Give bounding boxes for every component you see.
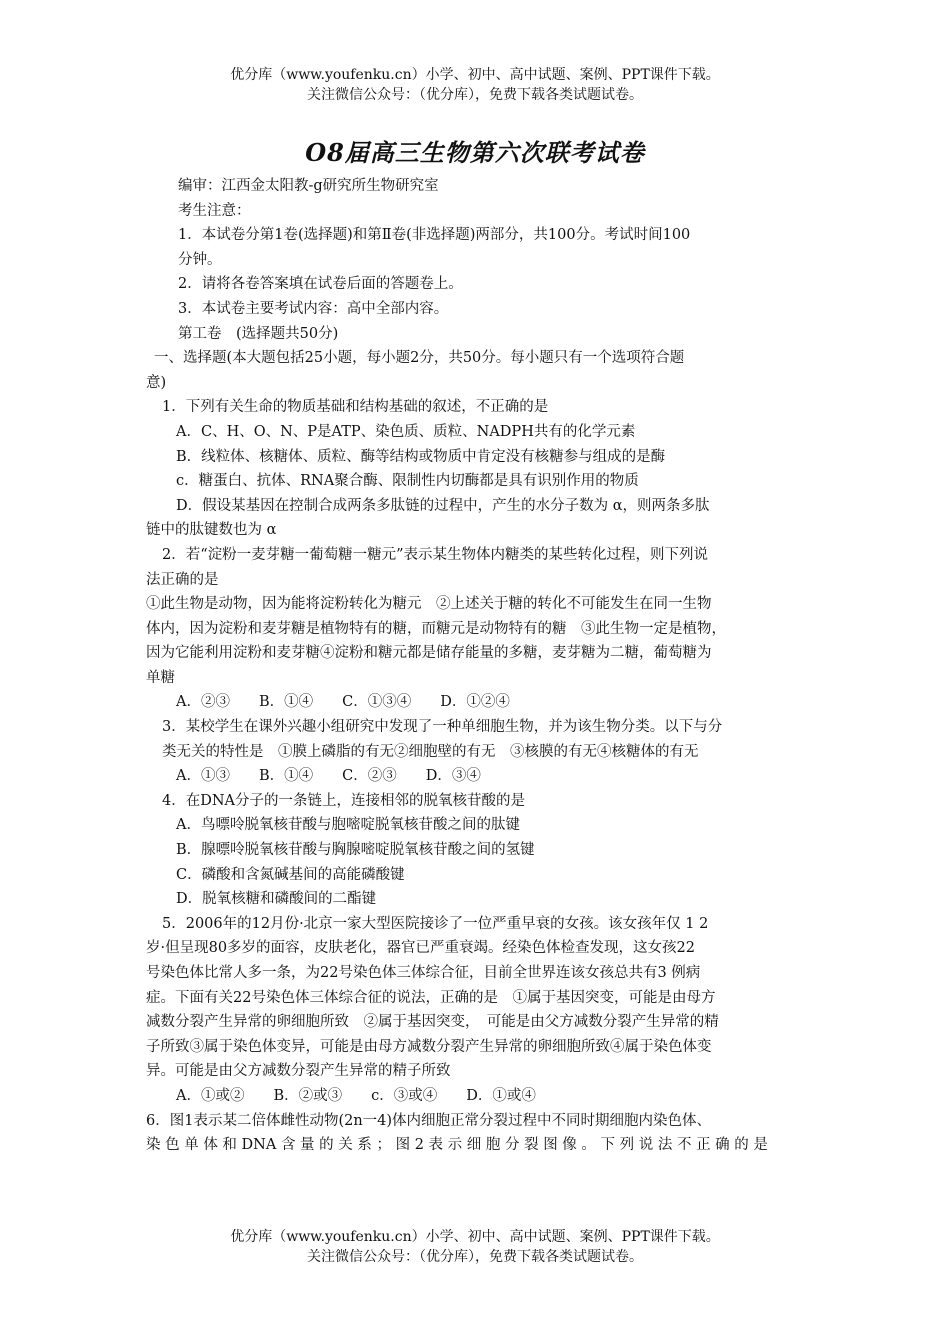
notice-heading: 考生注意： xyxy=(178,202,251,219)
q4-option-d: D．脱氧核糖和磷酸间的二酯键 xyxy=(176,891,377,908)
header-line-2: 关注微信公众号：（优分库），免费下载各类试题试卷。 xyxy=(307,87,643,103)
exam-body xyxy=(146,174,816,1158)
note-1: 1．本试卷分第1卷(选择题)和第Ⅱ卷(非选择题)两部分，共100分。考试时间100 xyxy=(178,227,691,244)
q4-option-b: B．腺嘌呤脱氧核苷酸与胸腺嘧啶脱氧核苷酸之间的氢键 xyxy=(176,842,535,859)
q2-statements-2: 体内，因为淀粉和麦芽糖是植物特有的糖，而糖元是动物特有的糖 ③此生物一定是植物， xyxy=(146,620,726,637)
q2-statements-4: 单糖 xyxy=(146,669,175,686)
q5-text-4: 症。下面有关22号染色体三体综合征的说法，正确的是 ①属于基因突变，可能是由母方 xyxy=(146,989,716,1006)
q2-stem-cont: 法正确的是 xyxy=(146,571,219,588)
q5-text-2: 岁·但呈现80多岁的面容，皮肤老化，器官已严重衰竭。经染色体检查发现，这女孩22 xyxy=(146,940,696,957)
q5-text-1: 5．2006年的12月份·北京一家大型医院接诊了一位严重早衰的女孩。该女孩年仅 1 2 xyxy=(162,915,709,932)
q1-option-d-cont: 链中的肽键数也为 α xyxy=(146,522,277,539)
exam-title: O8届高三生物第六次联考试卷 xyxy=(305,138,645,167)
q1-option-c: c．糖蛋白、抗体、RNA聚合酶、限制性内切酶都是具有识别作用的物质 xyxy=(176,473,639,490)
part-1-heading: 第工卷 (选择题共50分) xyxy=(178,325,339,342)
section-heading: 一、选择题(本大题包括25小题，每小题2分，共50分。每小题只有一个选项符合题 xyxy=(154,350,685,367)
note-3: 3．本试卷主要考试内容：高中全部内容。 xyxy=(178,300,449,317)
section-heading-cont: 意) xyxy=(146,374,167,391)
q3-stem: 3．某校学生在课外兴趣小组研究中发现了一种单细胞生物，并为该生物分类。以下与分 xyxy=(162,719,723,736)
q1-stem: 1．下列有关生命的物质基础和结构基础的叙述，不正确的是 xyxy=(162,399,549,416)
note-2: 2．请将各卷答案填在试卷后面的答题卷上。 xyxy=(178,276,463,293)
note-1-cont: 分钟。 xyxy=(178,251,222,268)
q1-option-b: B．线粒体、核糖体、质粒、酶等结构或物质中肯定没有核糖参与组成的是酶 xyxy=(176,448,666,465)
q3-options: A．①③ B．①④ C．②③ D．③④ xyxy=(176,768,481,785)
q3-stem-cont: 类无关的特性是 ①膜上磷脂的有无②细胞壁的有无 ③核膜的有无④核糖体的有无 xyxy=(162,743,699,760)
q5-text-3: 号染色体比常人多一条，为22号染色体三体综合征，目前全世界连该女孩总共有3 例病 xyxy=(146,965,701,981)
q1-option-d: D．假设某基因在控制合成两条多肽链的过程中，产生的水分子数为 α，则两条多肽 xyxy=(176,497,710,514)
footer-line-1: 优分库（www.youfenku.cn）小学、初中、高中试题、案例、PPT课件下载。 xyxy=(230,1229,720,1245)
q5-text-6: 子所致③属于染色体变异，可能是由母方减数分裂产生异常的卵细胞所致④属于染色体变 xyxy=(146,1038,712,1055)
q1-option-a: A．C、H、O、N、P是ATP、染色质、质粒、NADPH共有的化学元素 xyxy=(176,423,636,440)
q4-stem: 4．在DNA分子的一条链上，连接相邻的脱氧核苷酸的是 xyxy=(162,792,526,809)
q2-options: A．②③ B．①④ C．①③④ D．①②④ xyxy=(176,694,510,711)
q2-statements-1: ①此生物是动物，因为能将淀粉转化为糖元 ②上述关于糖的转化不可能发生在同一生物 xyxy=(146,596,712,613)
q5-options: A．①或② B．②或③ c．③或④ D．①或④ xyxy=(176,1087,536,1104)
q6-text-2: 染 色 单 体 和 DNA 含 量 的 关 系 ； 图 2 表 示 细 胞 分 裂 图 像 。 下 列 说 法 不 正 确 的 是 xyxy=(146,1137,768,1154)
q6-text-1: 6．图1表示某二倍体雌性动物(2n一4)体内细胞正常分裂过程中不同时期细胞内染色体、 xyxy=(146,1112,712,1129)
q5-text-5: 减数分裂产生异常的卵细胞所致 ②属于基因突变， 可能是由父方减数分裂产生异常的精 xyxy=(146,1014,719,1031)
q2-stem: 2．若“淀粉一麦芽糖一葡萄糖一糖元”表示某生物体内糖类的某些转化过程，则下列说 xyxy=(162,546,709,563)
q4-option-a: A．鸟嘌呤脱氧核苷酸与胞嘧啶脱氧核苷酸之间的肽键 xyxy=(176,817,520,834)
q4-option-c: C．磷酸和含氮碱基间的高能磷酸键 xyxy=(176,866,405,883)
header-line-1: 优分库（www.youfenku.cn）小学、初中、高中试题、案例、PPT课件下载。 xyxy=(230,67,720,83)
footer-line-2: 关注微信公众号：（优分库），免费下载各类试题试卷。 xyxy=(307,1249,643,1265)
editor-line: 编审：江西金太阳教-g研究所生物研究室 xyxy=(178,178,439,194)
q2-statements-3: 因为它能利用淀粉和麦芽糖④淀粉和糖元都是储存能量的多糖，麦芽糖为二糖，葡萄糖为 xyxy=(146,645,712,662)
q5-text-7: 异。可能是由父方减数分裂产生异常的精子所致 xyxy=(146,1063,451,1080)
